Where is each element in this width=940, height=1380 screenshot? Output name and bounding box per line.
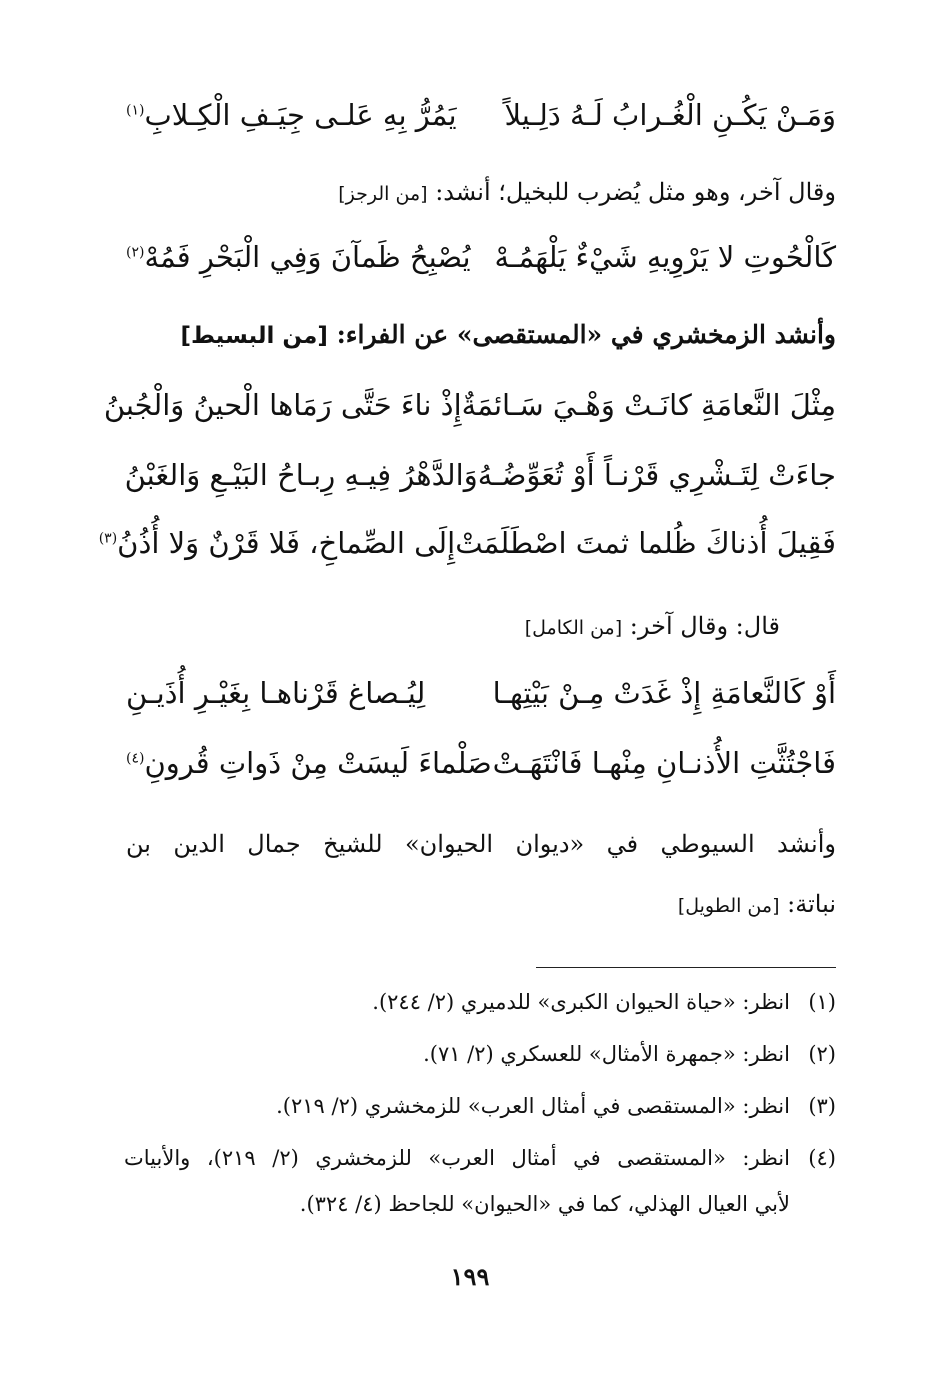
verse-line-3 [103,388,836,422]
verse-line-6 [126,676,836,710]
verse-7-first-hemistich: فَاجْتُثَّتِ الأُذنـانِ مِنْهـا فَانْتَهَـتْ [492,746,836,780]
footnote-4-text: انظر: «المستقصى في أمثال العرب» للزمخشري (٢/ ٢١٩)، والأبيات [124,1146,790,1170]
footnote-1-number: (١) [808,990,836,1014]
meter-label-rajaz: [من الرجز] [338,183,428,205]
footnote-3-text: انظر: «المستقصى في أمثال العرب» للزمخشري (٢/ ٢١٩). [276,1094,790,1118]
verse-2-first-hemistich: كَالْحُوتِ لا يَرْوِيهِ شَيْءٌ يَلْهَمُـهْ [494,240,836,274]
footnote-ref-1: (١) [126,102,145,119]
footnote-separator [536,967,836,968]
page-number: ١٩٩ [450,1262,490,1291]
footnote-1 [124,990,836,1014]
footnote-4-number: (٤) [808,1146,836,1170]
footnote-4 [124,1146,836,1170]
verse-line-2 [126,240,836,274]
meter-label-kamil: [من الكامل] [524,617,623,639]
verse-line-5 [98,526,836,560]
footnote-1-text: انظر: «حياة الحيوان الكبرى» للدميري (٢/ ٢٤٤). [372,990,790,1014]
footnote-3-number: (٣) [808,1094,836,1118]
verse-line-1 [126,98,836,132]
verse-7-second-hemistich [126,746,492,780]
verse-line-4 [126,458,836,492]
footnote-ref-3: (٣) [98,530,118,547]
intro-line-4b [126,890,836,918]
verse-4-first-hemistich: جاءَتْ لِتَـشْرِي قَرْنـاً أَوْ تُعَوِّضُـهُ [477,458,836,492]
verse-5-second-hemistich [99,526,456,560]
meter-label-basit: [من البسيط] [180,323,328,349]
verse-1-second-text: يَمُرُّ بِهِ عَلـى جِيَـفِ الْكِـلابِ [144,98,457,132]
intro-line-3 [126,612,780,640]
verse-1-first-hemistich: وَمَـنْ يَكُـنِ الْغُـرابُ لَـهُ دَلِـيلاً [504,98,836,132]
footnote-ref-2: (٢) [126,244,145,261]
intro-3-text: قال: وقال آخر: [629,612,780,640]
verse-2-second-text: يُصْبِحُ ظَمآنَ وَفِي الْبَحْرِ فَمُهْ [144,240,471,274]
footnote-4-continuation [124,1192,790,1216]
verse-4-second-hemistich: وَالدَّهْرُ فِيـهِ رِبـاحُ البَيْـعِ وَالغَبْنُ [124,458,478,492]
verse-2-second-hemistich [126,240,471,274]
verse-7-second-text: صَلْماءَ لَيسَتْ مِنْ ذَواتِ قُرونِ [144,746,492,780]
footnote-2-text: انظر: «جمهرة الأمثال» للعسكري (٢/ ٧١). [423,1042,790,1066]
intro-1-text: وقال آخر، وهو مثل يُضرب للبخيل؛ أنشد: [435,178,836,206]
footnote-4-cont-text: لأبي العيال الهذلي، كما في «الحيوان» للجاحظ (٤/ ٣٢٤). [299,1192,790,1216]
intro-line-4a [126,830,836,858]
verse-1-second-hemistich [126,98,457,132]
verse-6-first-hemistich: أَوْ كَالنَّعامَةِ إِذْ غَدَتْ مِـنْ بَيْتِهـا [492,676,836,710]
footnote-3 [124,1094,836,1118]
intro-4-text-line2: نباتة: [787,890,836,918]
verse-line-7 [126,746,836,780]
footnote-ref-4: (٤) [126,750,145,767]
footnote-2 [124,1042,836,1066]
footnote-2-number: (٢) [808,1042,836,1066]
meter-label-tawil: [من الطويل] [677,895,780,917]
verse-3-second-hemistich: إِذْ ناءَ حَتَّى رَمَاها الْحينُ وَالْجُبنُ [103,388,462,422]
verse-5-first-hemistich: فَقِيلَ أُذناكَ ظُلما ثمتَ اصْطَلَمَتْ [455,526,836,560]
intro-2-text: وأنشد الزمخشري في «المستقصى» عن الفراء: [336,320,836,349]
verse-5-second-text: إِلَى الصِّماخِ، فَلا قَرْنٌ وَلا أُذُنُ [117,526,456,560]
intro-4-text-line1: وأنشد السيوطي في «ديوان الحيوان» للشيخ جمال الدين بن [126,830,836,858]
verse-6-second-hemistich: لِيُـصاغ قَرْناهـا بِغَيْـرِ أُذَيـنِ [126,676,426,710]
intro-line-1 [126,178,836,206]
verse-3-first-hemistich: مِثْلَ النَّعامَةِ كانَـتْ وَهْـيَ سَـائمَةٌ [461,388,836,422]
intro-line-2 [126,320,836,349]
